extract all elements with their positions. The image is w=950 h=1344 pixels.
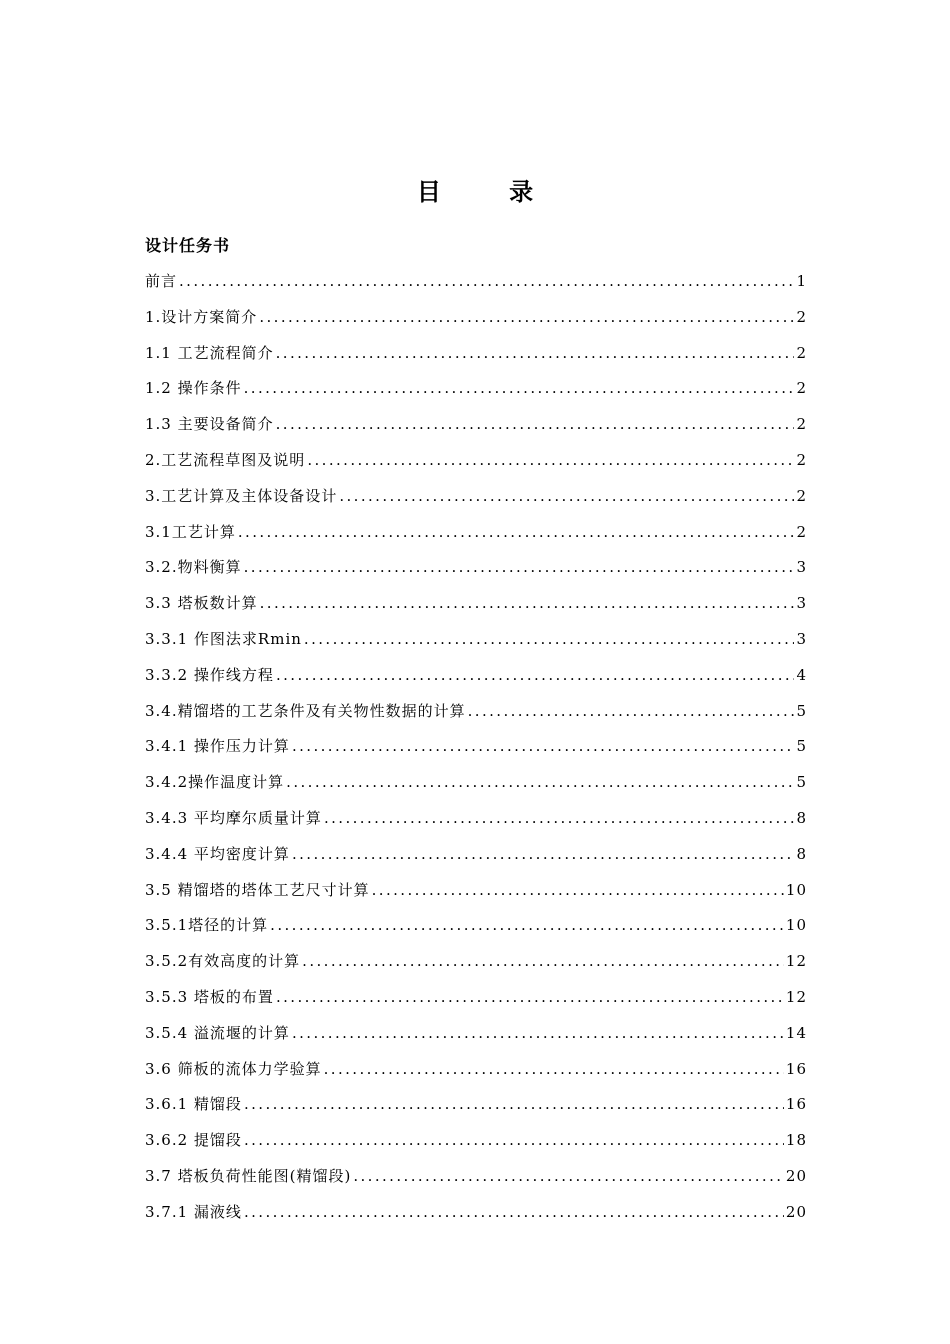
toc-entry-label: 3.5.3 塔板的布置 [145, 987, 274, 1006]
toc-entry[interactable] [145, 1129, 807, 1165]
toc-entry-page-number: 10 [785, 916, 807, 935]
toc-entry-page-number: 4 [796, 665, 807, 684]
toc-entry[interactable] [145, 1058, 807, 1094]
toc-dot-leader [238, 523, 795, 541]
toc-entry[interactable] [145, 771, 807, 807]
toc-entry[interactable] [145, 807, 807, 843]
toc-dot-leader [304, 630, 795, 648]
toc-entry-page-number: 2 [796, 450, 807, 469]
toc-entry-label: 3.工艺计算及主体设备设计 [145, 486, 338, 505]
toc-entry-page-number: 2 [796, 415, 807, 434]
toc-dot-leader [179, 272, 794, 290]
table-of-contents [145, 270, 807, 1237]
toc-entry-label: 3.2.物料衡算 [145, 558, 242, 577]
toc-entry-page-number: 2 [796, 522, 807, 541]
toc-dot-leader [259, 308, 794, 326]
toc-entry-page-number: 2 [796, 307, 807, 326]
toc-dot-leader [276, 666, 795, 684]
toc-entry[interactable] [145, 556, 807, 592]
toc-dot-leader [339, 487, 794, 505]
toc-entry-page-number: 20 [785, 1202, 807, 1221]
toc-entry-page-number: 3 [796, 558, 807, 577]
toc-entry[interactable] [145, 879, 807, 915]
toc-entry-label: 3.6.2 提馏段 [145, 1131, 242, 1150]
toc-entry-page-number: 3 [796, 629, 807, 648]
toc-entry[interactable] [145, 1165, 807, 1201]
toc-entry-page-number: 8 [796, 808, 807, 827]
toc-entry[interactable] [145, 270, 807, 306]
toc-entry[interactable] [145, 735, 807, 771]
toc-entry[interactable] [145, 1093, 807, 1129]
toc-dot-leader [244, 1203, 784, 1221]
toc-entry[interactable] [145, 950, 807, 986]
toc-dot-leader [372, 881, 784, 899]
toc-dot-leader [286, 773, 794, 791]
toc-dot-leader [276, 415, 795, 433]
toc-dot-leader [468, 702, 795, 720]
toc-entry[interactable] [145, 449, 807, 485]
toc-entry-label: 1.设计方案简介 [145, 307, 258, 326]
toc-entry[interactable] [145, 986, 807, 1022]
toc-dot-leader [260, 594, 795, 612]
toc-entry-label: 3.4.3 平均摩尔质量计算 [145, 808, 322, 827]
toc-entry-label: 3.3 塔板数计算 [145, 594, 258, 613]
toc-entry[interactable] [145, 592, 807, 628]
toc-entry-label: 3.4.精馏塔的工艺条件及有关物性数据的计算 [145, 701, 466, 720]
toc-entry[interactable] [145, 1201, 807, 1237]
toc-entry-label: 3.5 精馏塔的塔体工艺尺寸计算 [145, 880, 370, 899]
toc-entry-page-number: 10 [785, 880, 807, 899]
toc-entry[interactable] [145, 377, 807, 413]
toc-entry-label: 1.1 工艺流程简介 [145, 343, 274, 362]
toc-entry-label: 1.2 操作条件 [145, 379, 242, 398]
toc-entry-label: 3.4.2操作温度计算 [145, 773, 285, 792]
toc-dot-leader [292, 1024, 784, 1042]
toc-entry-label: 3.3.1 作图法求Rmin [145, 629, 302, 648]
toc-entry-label: 3.7.1 漏液线 [145, 1202, 242, 1221]
toc-entry-page-number: 2 [796, 379, 807, 398]
toc-entry-label: 3.4.1 操作压力计算 [145, 737, 290, 756]
toc-entry[interactable] [145, 521, 807, 557]
toc-dot-leader [276, 988, 784, 1006]
toc-dot-leader [292, 845, 795, 863]
toc-dot-leader [244, 379, 795, 397]
toc-entry-label: 3.5.2有效高度的计算 [145, 952, 301, 971]
toc-entry-page-number: 5 [796, 737, 807, 756]
toc-entry-page-number: 1 [796, 272, 807, 290]
toc-dot-leader [302, 952, 784, 970]
toc-entry[interactable] [145, 342, 807, 378]
toc-entry-page-number: 2 [796, 486, 807, 505]
toc-entry-label: 3.1工艺计算 [145, 522, 236, 541]
toc-dot-leader [324, 1060, 784, 1078]
toc-entry-label: 3.5.4 溢流堰的计算 [145, 1023, 290, 1042]
toc-dot-leader [324, 809, 795, 827]
toc-entry-label: 3.7 塔板负荷性能图(精馏段) [145, 1166, 352, 1185]
toc-entry-page-number: 12 [785, 952, 807, 971]
toc-entry[interactable] [145, 413, 807, 449]
toc-entry[interactable] [145, 664, 807, 700]
toc-entry-page-number: 16 [785, 1059, 807, 1078]
toc-entry-label: 前言 [145, 272, 178, 290]
toc-entry-label: 2.工艺流程草图及说明 [145, 450, 306, 469]
toc-entry[interactable] [145, 700, 807, 736]
toc-dot-leader [270, 916, 784, 934]
toc-entry[interactable] [145, 1022, 807, 1058]
toc-entry-label: 3.3.2 操作线方程 [145, 665, 274, 684]
toc-entry-label: 3.6.1 精馏段 [145, 1095, 242, 1114]
toc-entry-page-number: 5 [796, 701, 807, 720]
toc-entry[interactable] [145, 485, 807, 521]
toc-dot-leader [244, 1131, 784, 1149]
toc-entry-label: 1.3 主要设备简介 [145, 415, 274, 434]
toc-entry-page-number: 14 [785, 1023, 807, 1042]
toc-entry[interactable] [145, 628, 807, 664]
toc-entry-page-number: 20 [785, 1166, 807, 1185]
toc-entry-page-number: 2 [796, 343, 807, 362]
page-title: 目 录 [416, 177, 564, 206]
toc-dot-leader [292, 737, 795, 755]
toc-dot-leader [353, 1167, 784, 1185]
toc-entry-page-number: 3 [796, 594, 807, 613]
toc-entry[interactable] [145, 914, 807, 950]
toc-entry-label: 3.4.4 平均密度计算 [145, 844, 290, 863]
toc-entry-page-number: 8 [796, 844, 807, 863]
toc-entry[interactable] [145, 843, 807, 879]
toc-dot-leader [244, 1095, 784, 1113]
toc-dot-leader [244, 558, 795, 576]
toc-dot-leader [307, 451, 794, 469]
toc-entry-page-number: 12 [785, 987, 807, 1006]
toc-entry-label: 3.6 筛板的流体力学验算 [145, 1059, 322, 1078]
toc-entry-page-number: 16 [785, 1095, 807, 1114]
toc-entry-page-number: 18 [785, 1131, 807, 1150]
toc-dot-leader [276, 344, 795, 362]
section-heading: 设计任务书 [145, 236, 231, 255]
toc-entry-page-number: 5 [796, 773, 807, 792]
toc-entry[interactable] [145, 306, 807, 342]
toc-entry-label: 3.5.1塔径的计算 [145, 916, 269, 935]
